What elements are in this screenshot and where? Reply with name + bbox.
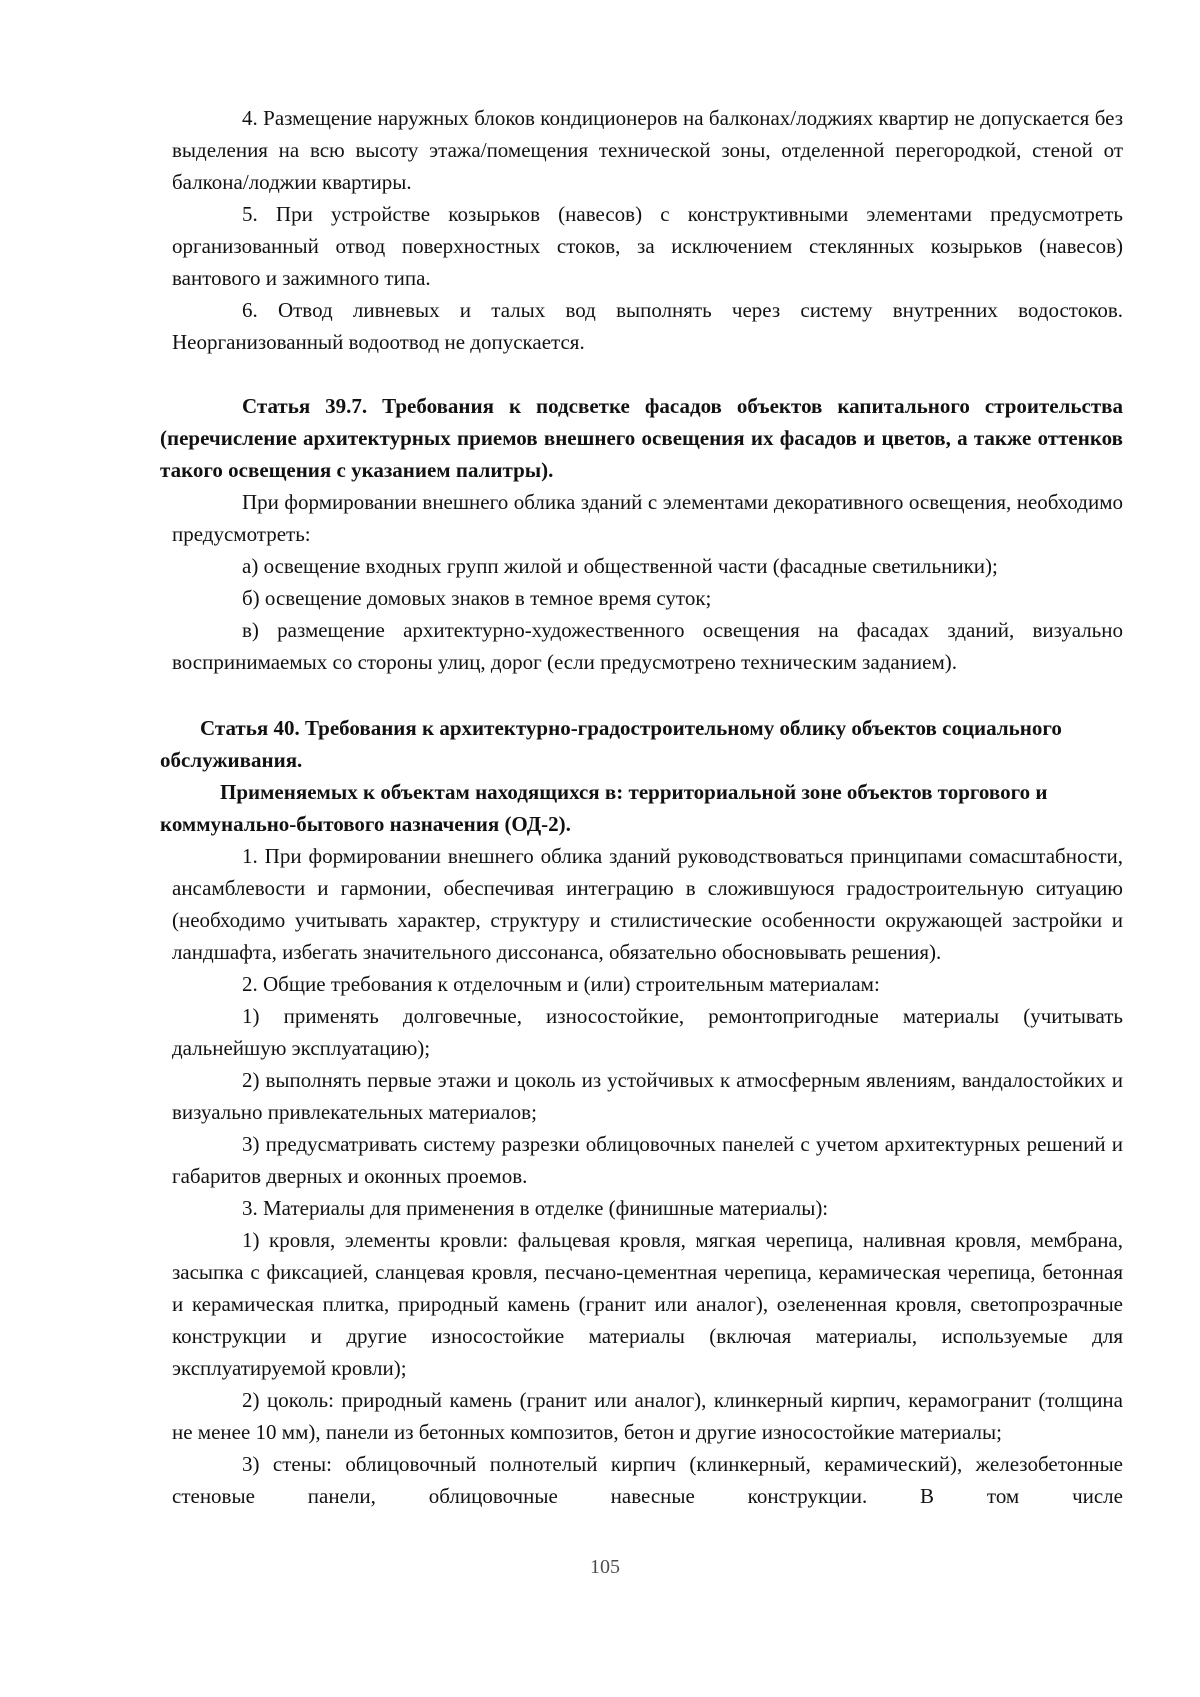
requirement-item-1: 1) применять долговечные, износостойкие, ремонтопригодные материалы (учитывать дальнейшую эксплуатацию); (172, 1004, 1123, 1060)
document-page (160, 102, 1123, 1512)
paragraph-item-4: 4. Размещение наружных блоков кондиционеров на балконах/лоджиях квартир не допускается без выделения на всю высоту этажа/помещения технической зоны, отделенной перегородкой, стеной от балкона/лоджии квартиры. (172, 106, 1123, 194)
lighting-item-v: в) размещение архитектурно-художественного освещения на фасадах зданий, визуально воспринимаемых со стороны улиц, дорог (если предусмотрено техническим заданием). (172, 618, 1123, 674)
paragraph-item-6: 6. Отвод ливневых и талых вод выполнять через систему внутренних водостоков. Неорганизованный водоотвод не допускается. (172, 298, 1123, 354)
finish-materials-heading: 3. Материалы для применения в отделке (финишные материалы): (242, 1196, 829, 1220)
article-40-heading: Статья 40. Требования к архитектурно-градостроительному облику объектов социального обслуживания. (160, 716, 1062, 772)
zone-subheading: Применяемых к объектам находящихся в: территориальной зоне объектов торгового и коммунально-бытового назначения (ОД-2). (160, 780, 1048, 836)
lighting-item-b: б) освещение домовых знаков в темное время суток; (242, 586, 712, 610)
requirement-item-2: 2) выполнять первые этажи и цоколь из устойчивых к атмосферным явлениям, вандалостойких и визуально привлекательных материалов; (172, 1068, 1123, 1124)
lighting-intro-paragraph: При формировании внешнего облика зданий с элементами декоративного освещения, необходимо предусмотреть: (172, 490, 1123, 546)
finish-item-walls: 3) стены: облицовочный полнотелый кирпич (клинкерный, керамический), железобетонные стеновые панели, облицовочные навесные конструкции. В том числе (172, 1452, 1123, 1508)
article-39-7-heading: Статья 39.7. Требования к подсветке фасадов объектов капитального строительства (перечисление архитектурных приемов внешнего освещения их фасадов и цветов, а также оттенков такого освещения с указанием палитры). (160, 394, 1123, 482)
principles-paragraph: 1. При формировании внешнего облика зданий руководствоваться принципами сомасштабности, ансамблевости и гармонии, обеспечивая интеграцию в сложившуюся градостроительную ситуацию (необходимо учитывать характер, структуру и стилистические особенности окружающей застройки и ландшафта, избегать значительного диссонанса, обязательно обосновывать решения). (172, 844, 1123, 964)
paragraph-item-5: 5. При устройстве козырьков (навесов) с конструктивными элементами предусмотреть организованный отвод поверхностных стоков, за исключением стеклянных козырьков (навесов) вантового и зажимного типа. (172, 202, 1123, 290)
requirement-item-3: 3) предусматривать систему разрезки облицовочных панелей с учетом архитектурных решений и габаритов дверных и оконных проемов. (172, 1132, 1123, 1188)
lighting-item-a: а) освещение входных групп жилой и общественной части (фасадные светильники); (242, 554, 998, 578)
page-number: 105 (590, 1556, 620, 1578)
finish-item-roof: 1) кровля, элементы кровли: фальцевая кровля, мягкая черепица, наливная кровля, мембрана, засыпка с фиксацией, сланцевая кровля, песчано-цементная черепица, керамическая черепица, бетонная и керамическая плитка, природный камень (гранит или аналог), озелененная кровля, светопрозрачные конструкции и другие износостойкие материалы (включая материалы, используемые для эксплуатируемой кровли); (172, 1228, 1123, 1380)
materials-requirements-heading: 2. Общие требования к отделочным и (или) строительным материалам: (242, 972, 880, 996)
finish-item-plinth: 2) цоколь: природный камень (гранит или аналог), клинкерный кирпич, керамогранит (толщина не менее 10 мм), панели из бетонных композитов, бетон и другие износостойкие материалы; (172, 1388, 1123, 1444)
